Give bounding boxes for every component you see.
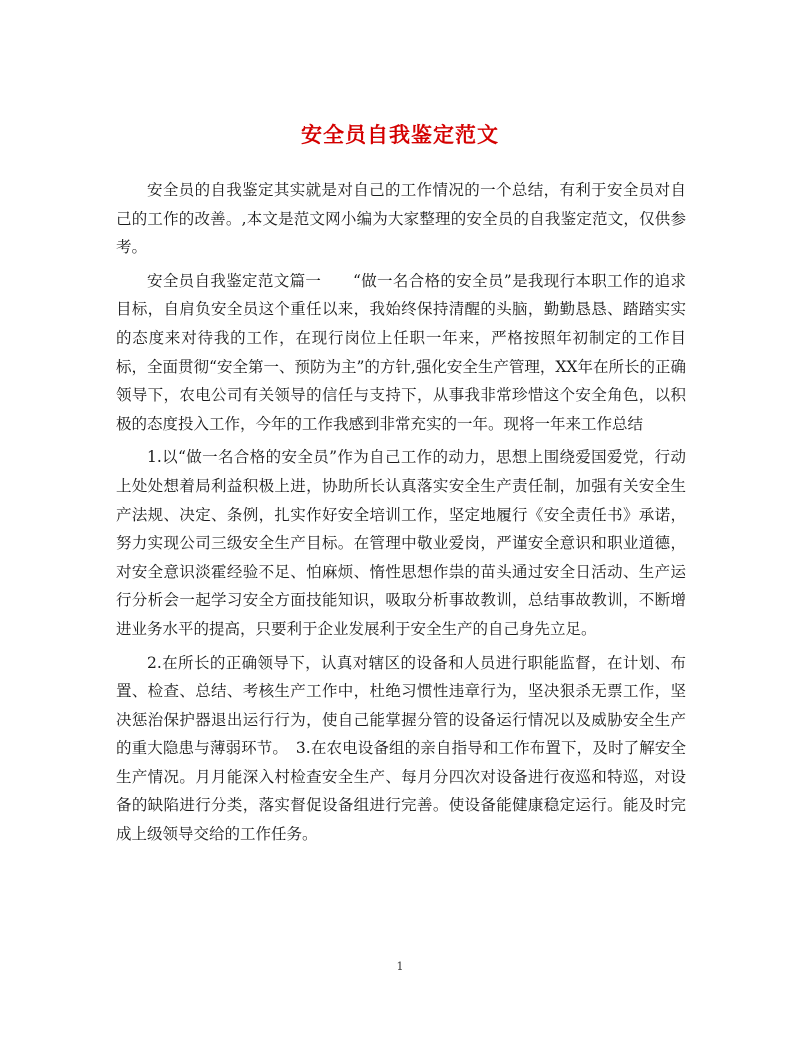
page-number: 1	[396, 960, 404, 973]
paragraph-point-one: 1.以“做一名合格的安全员”作为自己工作的动力，思想上围绕爱国爱党，行动上处处想着局利益积极上进，协助所长认真落实安全生产责任制，加强有关安全生产法规、决定、条例，扎实作好安全培训工作，坚定地履行《安全责任书》承诺，努力实现公司三级安全生产目标。在管理中敬业爱岗，严谨安全意识和职业道德，对安全意识淡霍经验不足、怕麻烦、惰性思想作祟的苗头通过安全日活动、生产运行分析会一起学习安全方面技能知识，吸取分析事故教训，总结事故教训，不断增进业务水平的提高，只要利于企业发展利于安全生产的自己身先立足。	[116, 448, 686, 638]
paragraph-point-two-three: 2.在所长的正确领导下，认真对辖区的设备和人员进行职能监督，在计划、布置、检查、总结、考核生产工作中，杜绝习惯性违章行为，坚决狠杀无票工作，坚决惩治保护器退出运行行为，使自己能掌握分管的设备运行情况以及威胁安全生产的重大隐患与薄弱环节。 3.在农电设备组的亲自指导和工作布置下，及时了解安全生产情况。月月能深入村检查安全生产、每月分四次对设备进行夜巡和特巡，对设备的缺陷进行分类，落实督促设备组进行完善。使设备能健康稳定运行。能及时完成上级领导交给的工作任务。	[116, 653, 686, 844]
paragraph-sample-one: 安全员自我鉴定范文篇一 “做一名合格的安全员”是我现行本职工作的追求目标，自肩负安全员这个重任以来，我始终保持清醒的头脑，勤勤恳恳、踏踏实实的态度来对待我的工作，在现行岗位上任职一年来，严格按照年初制定的工作目标，全面贯彻“安全第一、预防为主”的方针,强化安全生产管理，XX年在所长的正确领导下，农电公司有关领导的信任与支持下，从事我非常珍惜这个安全角色，以积极的态度投入工作，今年的工作我感到非常充实的一年。现将一年来工作总结	[116, 271, 686, 433]
paragraph-intro: 安全员的自我鉴定其实就是对自己的工作情况的一个总结，有利于安全员对自己的工作的改善。,本文是范文网小编为大家整理的安全员的自我鉴定范文，仅供参考。	[116, 181, 686, 257]
document-title: 安全员自我鉴定范文	[301, 122, 499, 148]
document-body	[116, 176, 686, 849]
